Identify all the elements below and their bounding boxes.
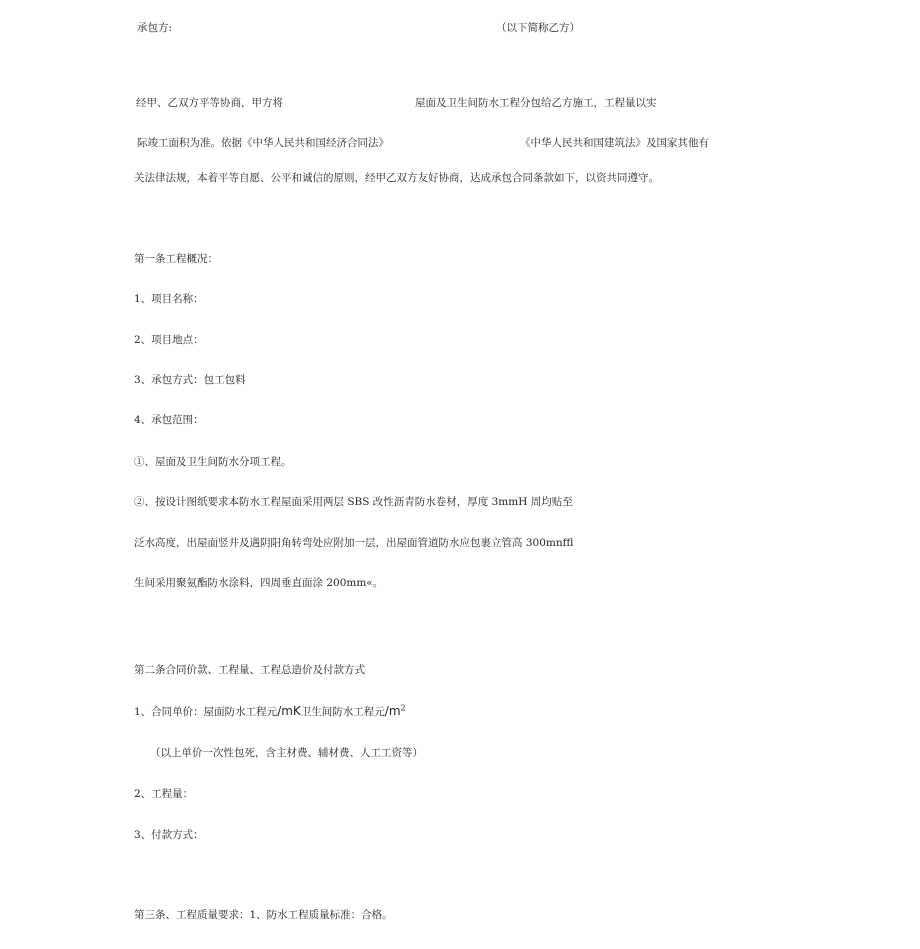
article1-item2: 2、项目地点： [134,334,204,346]
article1-scope2-line2: 泛水高度，出屋面竖井及遇阴阳角转弯处应附加一层，出屋面管道防水应包裹立管高 300mnffl [134,537,574,549]
article2-item1 [134,704,406,719]
contractor-alias: （以下简称乙方） [496,22,580,34]
intro-line2-a: 际竣工面积为准。依据《中华人民共和国经济合同法》 [137,137,389,149]
intro-line1-a: 经甲、乙双方平等协商，甲方将 [136,97,283,109]
article2-item2: 2、工程量： [134,788,194,800]
article1-item3: 3、承包方式：包工包料 [134,374,246,386]
article1-item4: 4、承包范围： [134,414,204,426]
article2-item1-sup: 2 [400,703,406,713]
intro-line1-b: 屋面及卫生间防水工程分包给乙方施工，工程量以实 [415,97,657,109]
article2-item1-prefix: 1、合同单价：屋面防水工程元 [134,706,278,718]
article1-scope2-line1: ②、按设计图纸要求本防水工程屋面采用两层 SBS 改性沥青防水卷材，厚度 3mmH 周均贴至 [134,496,573,508]
article3-title: 第三条、工程质量要求：1、防水工程质量标准：合格。 [134,909,393,921]
article2-item1-unit2: /m [384,704,401,718]
contractor-label: 承包方: [137,22,173,34]
article2-item1-mid: 卫生间防水工程元 [300,706,385,718]
intro-line3: 关法律法规，本着平等自愿、公平和诚信的原则，经甲乙双方友好协商，达成承包合同条款如下，以资共同遵守。 [134,172,659,184]
intro-line2-b: 《中华人民共和国建筑法》及国家其他有 [520,137,709,149]
article2-item1-note: （以上单价一次性包死，含主材费、辅材费、人工工资等） [150,747,423,759]
article1-title: 第一条工程概况： [134,253,218,265]
article2-item1-unit1: /mK [277,704,301,718]
article1-scope2-line3: 生间采用聚氨酯防水涂料，四周垂直面涂 200mm«。 [134,577,384,589]
article2-item3: 3、付款方式： [134,829,204,841]
article1-scope1: ①、屋面及卫生间防水分项工程。 [134,456,292,468]
article1-item1: 1、项目名称： [134,293,204,305]
article2-title: 第二条合同价款、工程量、工程总造价及付款方式 [134,664,365,676]
